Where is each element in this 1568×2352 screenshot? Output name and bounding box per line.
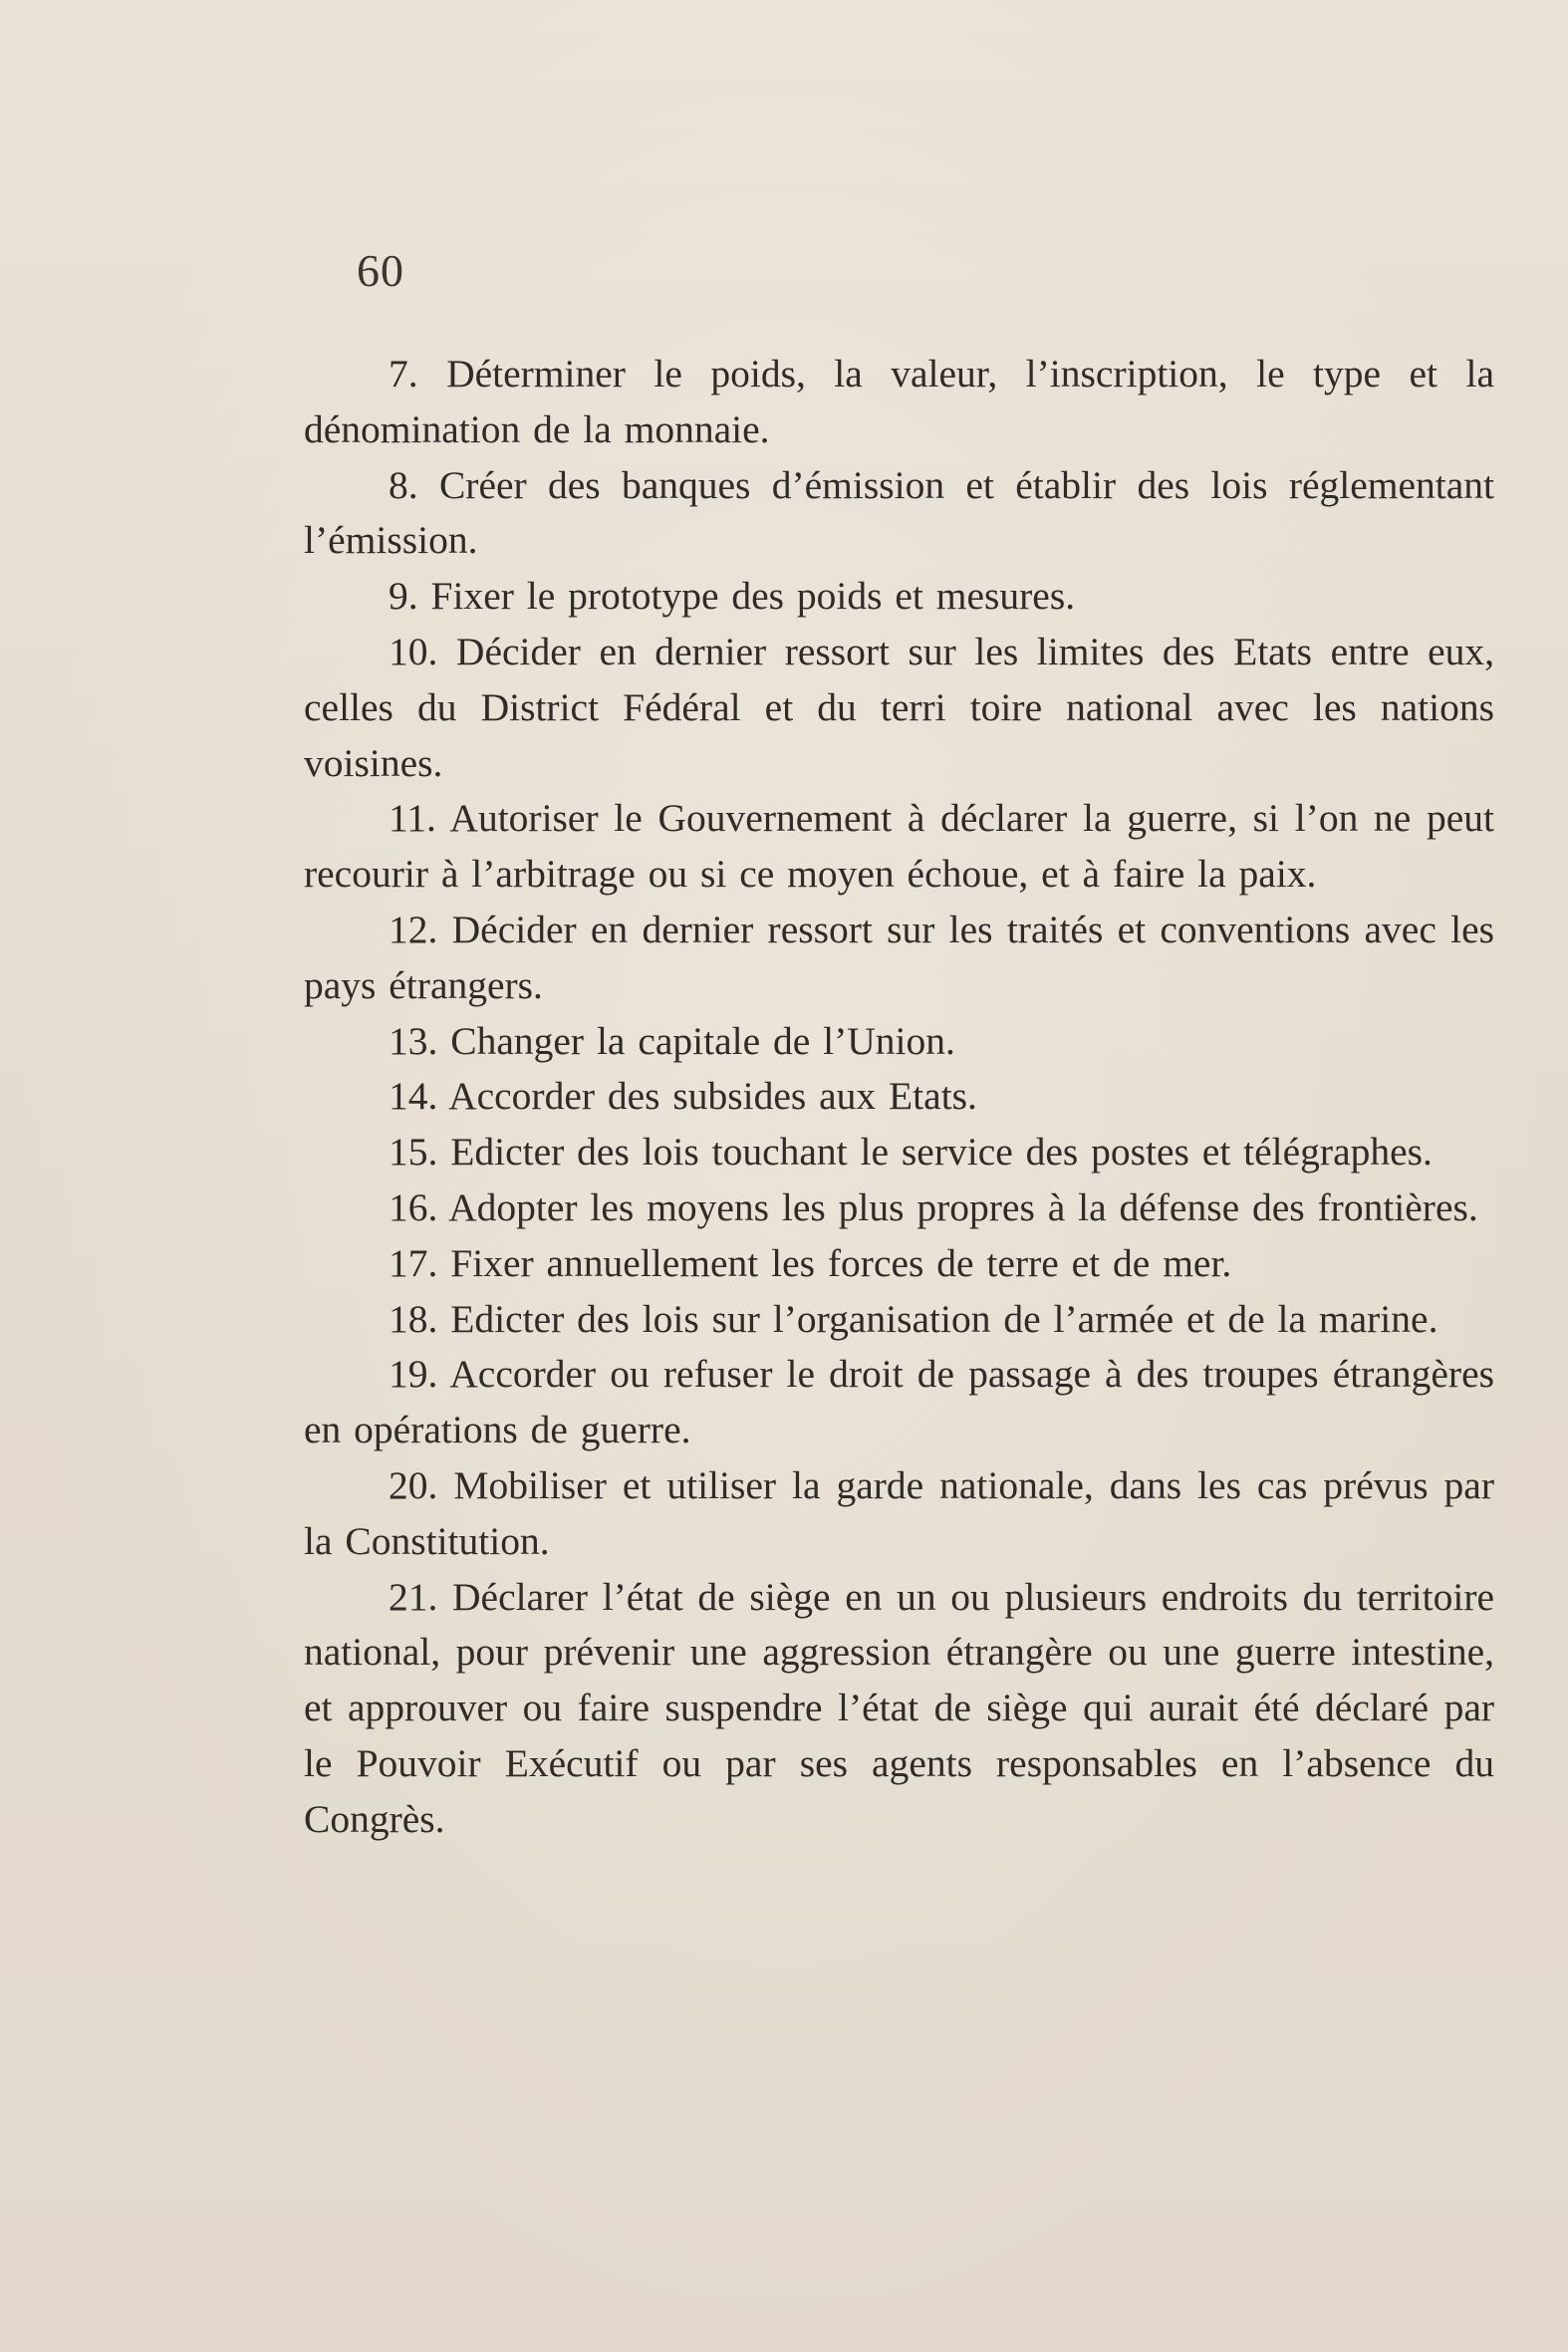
article-17: 17. Fixer annuellement les forces de terre et de mer. (389, 1240, 1232, 1285)
article-13: 13. Changer la capitale de l’Union. (389, 1018, 955, 1063)
article-12: 12. Décider en dernier ressort sur les traités et conventions avec les pays étrangers. (304, 907, 1494, 1007)
article-19: 19. Accorder ou refuser le droit de passage à des troupes étrangères en opérations de guerre. (304, 1352, 1494, 1452)
article-20: 20. Mobiliser et utiliser la garde nationale, dans les cas prévus par la Constitution. (304, 1462, 1494, 1563)
article-list (304, 347, 1494, 1848)
article-9: 9. Fixer le prototype des poids et mesures. (389, 574, 1076, 619)
article-10: 10. Décider en dernier ressort sur les limites des Etats entre eux, celles du District Fédéral et du terri toire national avec les nations voisines. (304, 629, 1494, 785)
article-16: 16. Adopter les moyens les plus propres à la défense des frontières. (389, 1184, 1478, 1229)
article-21: 21. Déclarer l’état de siège en un ou plusieurs endroits du territoire national, pour prévenir une aggression étrangère ou une guerre intestine, et approuver ou faire suspendre l’état de siège qui aurait été déclaré par le Pouvoir Exécutif ou par ses agents responsables en l’absence du Congrès. (304, 1574, 1494, 1841)
article-7: 7. Déterminer le poids, la valeur, l’inscription, le type et la dénomination de la monnaie. (304, 352, 1494, 451)
article-18: 18. Edicter des lois sur l’organisation de l’armée et de la marine. (389, 1296, 1438, 1341)
article-14: 14. Accorder des subsides aux Etats. (389, 1074, 977, 1119)
article-15: 15. Edicter des lois touchant le service des postes et télégraphes. (389, 1130, 1433, 1175)
article-8: 8. Créer des banques d’émission et établir des lois réglementant l’émission. (304, 462, 1494, 563)
page-number: 60 (357, 245, 404, 296)
article-11: 11. Autoriser le Gouvernement à déclarer la guerre, si l’on ne peut recourir à l’arbitrage ou si ce moyen échoue, et à faire la paix. (304, 796, 1494, 897)
